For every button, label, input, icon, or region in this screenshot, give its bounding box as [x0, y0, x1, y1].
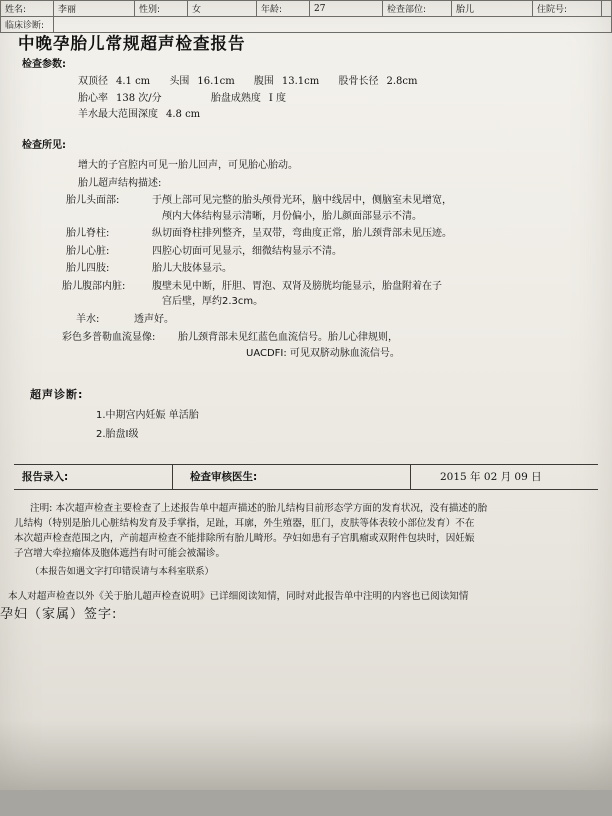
structure-key: 胎儿头面部:	[66, 195, 120, 207]
patient-header-table	[0, 0, 612, 33]
structure-value: 透声好。	[134, 313, 174, 325]
param-hc-name: 头围	[169, 76, 190, 88]
structure-key: 胎儿腹部内脏:	[62, 280, 126, 292]
consent-statement: 本人对超声检查以外《关于胎儿超声检查说明》已详细阅读知情，同时对此报告单中注明的内容也已阅读知情	[8, 590, 469, 602]
divider	[14, 464, 598, 465]
note-text: 本次超声检查主要检查了上述报告单中超声描述的胎儿结构目前形态学方面的发育状况，没有描述的胎	[55, 503, 488, 514]
findings-label: 检查所见:	[22, 139, 66, 151]
structure-key: 胎儿心脏:	[66, 245, 110, 257]
structure-key: 羊水:	[76, 313, 100, 325]
structure-key: 胎儿四肢:	[66, 263, 110, 275]
structure-item	[0, 313, 612, 328]
report-date: 2015 年 02 月 09 日	[440, 471, 542, 483]
exam-site-value: 胎儿	[452, 1, 533, 17]
param-afv-value: 4.8 cm	[166, 109, 201, 121]
structure-list	[0, 194, 612, 361]
structure-item	[0, 295, 612, 310]
diagnosis-label: 超声诊断:	[30, 388, 84, 402]
structure-value: 颅内大体结构显示清晰，月份偏小，胎儿颜面部显示不清。	[162, 210, 422, 222]
reviewer-label: 检查审核医生:	[190, 471, 258, 483]
age-label: 年龄:	[257, 1, 310, 17]
param-bpd-name: 双顶径	[78, 76, 108, 88]
param-line-2	[78, 92, 612, 107]
clinical-diagnosis-label: 临床诊断:	[1, 17, 54, 33]
note-parenthetical: （本报告如遇文字打印错误请与本科室联系）	[30, 566, 214, 578]
note-line: 子宫增大牵拉瘤体及胞体遮挡有时可能会被漏诊。	[14, 547, 226, 559]
recorder-label: 报告录入:	[22, 471, 69, 483]
structure-value: 于颅上部可见完整的胎头颅骨光环，脑中线居中，侧脑室未见增宽，	[152, 195, 452, 207]
patient-signature-line: 孕妇（家属）签字:	[0, 606, 118, 622]
structure-item	[0, 194, 612, 209]
note-prefix: 注明:	[30, 503, 53, 514]
clinical-diagnosis-value	[54, 17, 612, 33]
exam-parameters-label: 检查参数:	[22, 58, 66, 70]
structure-value: 腹壁未见中断，肝胆、胃泡、双肾及膀胱均能显示，胎盘附着在子	[152, 280, 442, 292]
structure-key: 胎儿脊柱:	[66, 228, 110, 240]
table-row	[1, 17, 612, 33]
structure-value: 宫后壁，厚约2.3cm。	[162, 296, 264, 308]
name-label: 姓名:	[1, 1, 54, 17]
exam-parameters	[0, 75, 612, 123]
age-value: 27	[310, 1, 383, 17]
page-edge-shadow	[0, 790, 612, 816]
param-line-3	[78, 108, 612, 123]
structure-item	[0, 347, 612, 362]
param-fl-name: 股骨长径	[338, 76, 379, 88]
findings-intro: 增大的子宫腔内可见一胎儿回声，可见胎心胎动。	[78, 160, 298, 172]
param-placenta-grade-value: Ⅰ 度	[268, 92, 286, 104]
name-value: 李丽	[54, 1, 135, 17]
gender-value: 女	[188, 1, 257, 17]
note-line: 本次超声检查范围之内，产前超声检查不能排除所有胎儿畸形。孕妇如患有子宫肌瘤或双附件包块时，因妊娠	[14, 532, 475, 544]
divider	[14, 489, 598, 490]
structure-item	[0, 331, 612, 346]
report-body	[0, 32, 612, 622]
param-fhr-value: 138 次/分	[116, 92, 162, 104]
structure-item	[0, 245, 612, 260]
table-row	[1, 1, 612, 17]
footer-notes	[0, 502, 612, 625]
structure-item	[0, 210, 612, 225]
admission-no-label: 住院号:	[533, 1, 602, 17]
structure-item	[0, 227, 612, 242]
param-fl-value: 2.8cm	[386, 76, 418, 88]
structure-value: 胎儿颈背部未见红蓝色血流信号。胎儿心律规则，	[178, 332, 398, 344]
param-ac-name: 腹围	[253, 76, 274, 88]
structure-value: UACDFI: 可见双脐动脉血流信号。	[246, 347, 400, 359]
param-placenta-grade-name: 胎盘成熟度	[210, 92, 261, 104]
param-fhr-name: 胎心率	[78, 92, 108, 104]
param-line-1	[78, 75, 612, 90]
page-title: 中晚孕胎儿常规超声检查报告	[18, 34, 246, 53]
divider	[410, 464, 411, 490]
structure-value: 胎儿大肢体显示。	[152, 263, 232, 275]
gender-label: 性别:	[135, 1, 188, 17]
structure-key	[62, 347, 178, 362]
admission-no-value	[602, 1, 612, 17]
structure-key	[66, 295, 152, 310]
param-ac-value: 13.1cm	[281, 76, 320, 88]
diagnosis-item: 1.中期宫内妊娠 单活胎	[96, 410, 199, 422]
param-afv-name: 羊水最大范围深度	[78, 109, 158, 121]
diagnosis-item: 2.胎盘Ⅰ级	[96, 428, 139, 440]
structure-key: 彩色多普勒血流显像:	[62, 332, 156, 344]
divider	[172, 464, 173, 490]
structure-item	[0, 262, 612, 277]
param-hc-value: 16.1cm	[197, 76, 235, 88]
structure-value: 纵切面脊柱排列整齐，呈双带，弯曲度正常，胎儿颈背部未见压迹。	[152, 228, 452, 240]
exam-site-label: 检查部位:	[383, 1, 452, 17]
note-line	[30, 502, 612, 517]
param-bpd-value: 4.1 cm	[116, 76, 151, 88]
structure-key	[66, 210, 152, 225]
note-line: 儿结构（特别是胎儿心脏结构发育及手掌指，足趾，耳廓，外生殖器，肛门，皮肤等体表较小部位发育）不在	[14, 517, 475, 529]
structure-item	[0, 280, 612, 295]
structure-description-label: 胎儿超声结构描述:	[78, 177, 162, 189]
structure-value: 四腔心切面可见显示，细微结构显示不清。	[152, 245, 342, 257]
signature-bar	[0, 464, 612, 490]
